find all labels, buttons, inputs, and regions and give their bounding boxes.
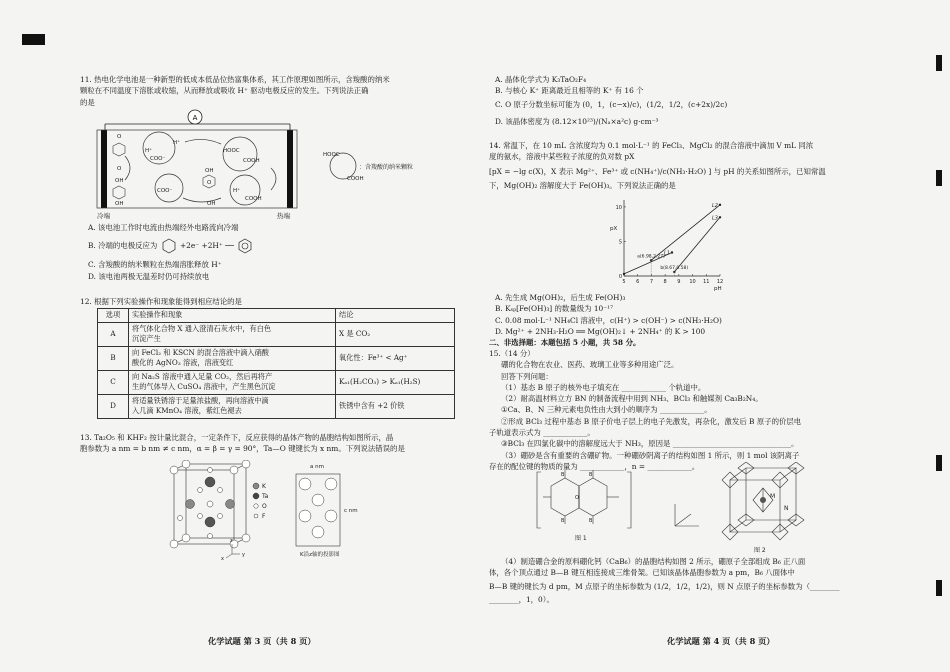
q13-option-b[interactable]: B. 与核心 K⁺ 距离最近且相等的 K⁺ 有 16 个: [495, 86, 644, 96]
hydroquinone-structure-icon: [236, 237, 254, 255]
x-tick-label: 6: [636, 279, 640, 285]
q11-stem: 11. 热电化学电池是一种新型的低成本低品位热富集体系，其工作原理如图所示，含羧酸的纳米 颗粒在不同温度下溶胀或收缩，从而释放或吸收 H⁺ 驱动电极反应的发生。下列说法正确 的是: [80, 75, 390, 107]
q15-blank-6[interactable]: B—B 键的键长为 d pm，M 点原子的坐标参数为 (1/2，1/2，1/2)，则 N 点原子的坐标参数为（________: [489, 581, 840, 591]
svg-text:HOOC: HOOC: [323, 152, 340, 158]
svg-text:COO⁻: COO⁻: [150, 156, 166, 162]
svg-text:图 2: 图 2: [754, 547, 766, 554]
svg-text:K沿z轴的投影图: K沿z轴的投影图: [300, 552, 340, 558]
y-tick-label: 0: [618, 274, 622, 280]
borate-anion-figure: [535, 466, 635, 544]
page-footer: 化学试题 第 3 页（共 8 页）: [208, 636, 316, 646]
svg-text:冷端: 冷端: [97, 212, 110, 220]
q13-option-d[interactable]: D. 该晶体密度为 (8.12×10²³)/(Nₐ×a²c) g·cm⁻³: [495, 116, 659, 126]
q13-option-c[interactable]: C. O 原子分数坐标可能为 (0，1，(c−x)/c)，(1/2，1/2，(c+2x)/2c): [495, 99, 728, 109]
q11-options: [88, 222, 254, 282]
quinone-structure-icon: [160, 237, 178, 255]
data-point: [671, 251, 673, 253]
svg-text:a nm: a nm: [310, 464, 324, 470]
svg-text:O: O: [262, 503, 267, 510]
svg-text:B: B: [589, 472, 593, 478]
svg-text:Ta: Ta: [262, 493, 269, 500]
svg-text:z: z: [230, 538, 233, 544]
q14-option-a[interactable]: A. 先生成 Mg(OH)₂，后生成 Fe(OH)₃: [495, 293, 626, 302]
svg-text:COOH: COOH: [245, 196, 262, 202]
svg-text:OH: OH: [207, 201, 216, 207]
svg-text:O: O: [207, 180, 212, 186]
series-line-L3: [674, 217, 720, 272]
series-line-L2: [651, 202, 720, 260]
svg-text:M: M: [770, 493, 776, 500]
svg-text:OH: OH: [115, 178, 124, 184]
data-point: [623, 273, 625, 275]
svg-text:F: F: [262, 513, 266, 520]
svg-text:c nm: c nm: [344, 508, 358, 514]
table-row: B 向 FeCl₂ 和 KSCN 的混合溶液中滴入硝酸 酸化的 AgNO₃ 溶液，溶液变红 氧化性：Fe³⁺ < Ag⁺: [98, 346, 455, 370]
q12-table: [97, 308, 455, 419]
q12-stem: 12. 根据下列实验操作和现象能得到相应结论的是: [80, 297, 242, 306]
q15-blank-2[interactable]: ①Ca、B、N 三种元素电负性由大到小的顺序为 ____________。: [501, 405, 712, 415]
q15-part4: （4）制造硼合金的原料硼化钙（CaB₆）的晶胞结构如图 2 所示，硼原子全部组成 B₆ 正八面 体，各个顶点通过 B—B 键互相连接成三维骨架。已知该晶体晶胞参数为 a pm，B₆ 八面体中 B—B 键的键长为 d pm，M 点原子的坐标参数为 (1/2，1/2，1/2)，则 N 点原子的坐标参数为（________ ________，1，0）。: [489, 557, 840, 604]
svg-text:COOH: COOH: [243, 158, 260, 164]
svg-text:B: B: [561, 472, 565, 478]
q11-option-d[interactable]: D. 该电池两极无温差时仍可持续放电: [88, 271, 210, 281]
point-annotation: a(6.98,2.27): [637, 254, 665, 260]
table-row: A 将气体化合物 X 通入澄清石灰水中，有白色 沉淀产生 X 是 CO₂: [98, 322, 455, 346]
q14-option-b[interactable]: B. Kₛₚ[Fe(OH)₃] 的数量级为 10⁻¹⁷: [495, 304, 614, 314]
table-row: D 将适量铁锈溶于足量浓盐酸，再向溶液中滴 入几滴 KMnO₄ 溶液，紫红色褪去 铁锈中含有 +2 价铁: [98, 394, 455, 418]
svg-text:H⁺: H⁺: [173, 140, 181, 146]
cold-electrode: [101, 130, 107, 208]
hot-electrode: [287, 130, 293, 208]
svg-text:K: K: [262, 483, 266, 490]
data-point: [719, 204, 721, 206]
svg-text:O: O: [117, 134, 122, 140]
table-row: C 向 Na₂S 溶液中通入足量 CO₂，然后再将产 生的气体导入 CuSO₄ 溶液中，产生黑色沉淀 Kₐ₁(H₂CO₃) > Kₐ₁(H₂S): [98, 370, 455, 394]
svg-text:图 1: 图 1: [575, 535, 587, 542]
x-tick-label: 5: [622, 279, 626, 285]
x-tick-label: 11: [703, 279, 710, 285]
axis-icon: [667, 498, 707, 534]
series-label: L1: [664, 250, 670, 257]
q14-option-d[interactable]: D. Mg²⁺ + 2NH₃·H₂O ══ Mg(OH)₂↓ + 2NH₄⁺ 的 K > 100: [495, 326, 706, 336]
q15-blank-5[interactable]: 存在的配位键的物质的量为 ____________，n = ____________。: [489, 461, 700, 471]
section-heading: 二、非选择题：本题包括 5 小题，共 58 分。: [489, 338, 641, 347]
x-tick-label: 10: [689, 279, 696, 285]
x-tick-label: 9: [677, 279, 681, 285]
table-header-row: 选项 实验操作和现象 结论: [98, 309, 455, 323]
y-tick-label: 10: [615, 204, 622, 211]
crystal-cell-figure: [160, 460, 380, 560]
svg-text:B: B: [589, 518, 593, 524]
x-tick-label: 7: [649, 279, 654, 285]
px-ph-chart: [608, 192, 728, 292]
q15-blank-3[interactable]: 子轨道表示式为 ____________。: [489, 428, 595, 438]
page-footer: 化学试题 第 4 页（共 8 页）: [667, 636, 775, 646]
q14-option-c[interactable]: C. 0.08 mol·L⁻¹ NH₄Cl 溶液中，c(H⁺) > c(OH⁻) > c(NH₃·H₂O): [495, 315, 722, 325]
q15-body: 15.（14 分） 硼的化合物在农业、医药、玻璃工业等多种用途广泛。 回答下列问题： （1）基态 B 原子的核外电子填充在 ____________ 个轨道中。 （2）耐高温材料立方 BN 的制备流程中用到 NH₃、BCl₃ 和触媒剂 Ca₃B₂N₄。 ①Ca、B、N 三种元素电负性由大到小的顺序为 ____________。 ②形成 BCl₃ 过程中基态 B 原子价电子层上的电子先激发，再杂化，激发后 B 原子的价层电 子轨道表示式为 ____________。 ③BCl₃ 在四氯化碳中的溶解度远大于 NH₃，原因是 ________________________________。 （3）硼砂是含有重要的含硼矿物。一种硼砂阴离子的结构如图 1 所示，则 1 mol 该阴离子 存在的配位键的物质的量为 ____________，n = ____________。: [489, 349, 802, 471]
svg-text:HOOC: HOOC: [223, 148, 240, 154]
svg-text:B: B: [561, 518, 565, 524]
y-tick-label: 5: [618, 239, 622, 246]
q11-option-c[interactable]: C. 含羧酸的纳米颗粒在热端溶胀释放 H⁺: [88, 260, 222, 270]
svg-text:热端: 热端: [277, 212, 290, 220]
x-tick-label: 8: [663, 279, 667, 285]
y-axis-label: pX: [610, 226, 618, 232]
svg-text:H⁺: H⁺: [233, 188, 241, 194]
x-tick-label: 12: [716, 279, 724, 285]
q15-blank-4[interactable]: ③BCl₃ 在四氯化碳中的溶解度远大于 NH₃，原因是 ________________________________。: [501, 439, 799, 449]
svg-text:N: N: [784, 505, 789, 512]
svg-text:COO⁻: COO⁻: [157, 188, 173, 194]
svg-text:O: O: [117, 166, 122, 172]
q13-stem: 13. Ta₂O₅ 和 KHF₂ 按计量比混合，一定条件下，反应获得的晶体产物的晶胞结构如图所示，晶 胞参数为 a nm = b nm ≠ c nm，α = β = γ = 90°，Ta—O 键键长为 x nm。下列说法错误的是: [80, 433, 405, 454]
svg-text:O: O: [575, 495, 579, 501]
series-label: L3: [712, 215, 718, 222]
cab6-cell-figure: [720, 462, 810, 554]
svg-text:A: A: [192, 114, 198, 122]
svg-text:OH: OH: [115, 201, 124, 207]
svg-text:COOH: COOH: [347, 176, 364, 182]
series-label: L2: [712, 202, 718, 209]
data-point: [719, 216, 721, 218]
page-4: [475, 0, 950, 672]
q14-stem: 14. 常温下，在 10 mL 含浓度均为 0.1 mol·L⁻¹ 的 FeCl₃、MgCl₂ 的混合溶液中滴加 V mL 同浓 度的氨水，溶液中某些粒子浓度的负对数 pX [pX = −lg c(X)，X 表示 Mg²⁺、Fe³⁺ 或 c(NH₄⁺)/c(NH₃·H₂O) ] 与 pH 的关系如图所示，已知常温 下，Mg(OH)₂ 溶解度大于 Fe(OH)₃。下列说法正确的是: [489, 141, 826, 190]
svg-text:y: y: [242, 552, 245, 558]
x-axis-label: pH: [714, 286, 722, 292]
q15-blank-1[interactable]: （1）基态 B 原子的核外电子填充在 ____________ 个轨道中。: [501, 382, 706, 392]
svg-text:H⁺: H⁺: [145, 148, 153, 154]
svg-text:x: x: [221, 556, 224, 560]
svg-text:OH: OH: [205, 168, 214, 174]
svg-text:：含羧酸的纳米颗粒: ：含羧酸的纳米颗粒: [359, 164, 414, 171]
q11-option-a[interactable]: A. 该电池工作时电流由热端经外电路流向冷端: [88, 223, 239, 232]
q14-options: [495, 292, 722, 337]
q13-options: [495, 74, 727, 127]
q11-option-b[interactable]: B. 冷端的电极反应为 +2e⁻ +2H⁺ ──: [88, 237, 254, 255]
thermo-cell-diagram: [95, 108, 425, 220]
point-annotation: b(8.67,0.58): [660, 265, 689, 271]
q13-option-a[interactable]: A. 晶体化学式为 K₃TaO₂F₄: [495, 75, 587, 84]
